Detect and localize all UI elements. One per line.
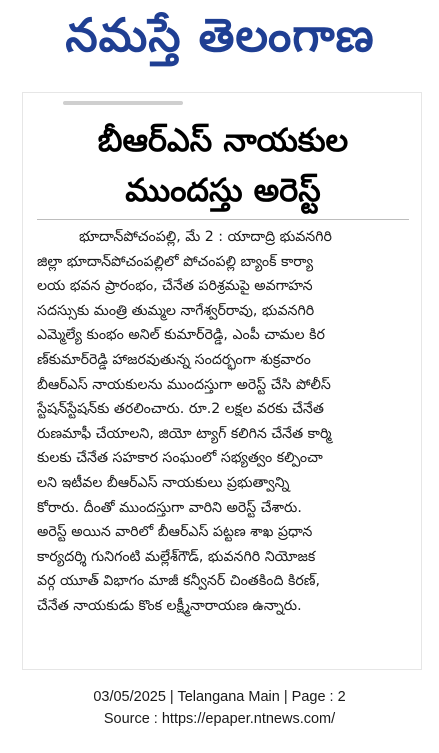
body-line: లయ భవన ప్రారంభం, చేనేత పరిశ్రమపై అవగాహన <box>37 278 313 295</box>
headline-line-1: బీఆర్ఎస్ నాయకుల <box>97 121 349 159</box>
body-line: చేనేత నాయకుడు కొంక లక్ష్మీనారాయణ ఉన్నారు. <box>37 597 302 614</box>
clipping-cut-strip <box>63 101 183 105</box>
article-clipping <box>22 92 422 670</box>
body-line: భూదాన్‌పోచంపల్లి, మే 2 : యాదాద్రి భువనగిరి <box>79 229 332 245</box>
footer-source-link[interactable]: Source : https://epaper.ntnews.com/ <box>103 711 336 727</box>
body-line: వర్గ యూత్ విభాగం మాజీ కన్వీనర్ చింతకింది కిరణ్, <box>37 573 321 590</box>
body-line: అరెస్ట్ అయిన వారిలో బీఆర్ఎస్ పట్టణ శాఖ ప్రధాన <box>37 524 313 541</box>
body-line: స్టేషన్‌స్టేషన్‌కు తరలించారు. రూ.2 లక్షల వరకు చేనేత <box>37 401 324 418</box>
body-line: రుణమాఫీ చేయాలని, జియో ట్యాగ్ కలిగిన చేనేత కార్మి <box>37 425 332 442</box>
article-headline <box>33 115 413 215</box>
footer-date-page: 03/05/2025 | Telangana Main | Page : 2 <box>93 689 346 705</box>
body-line: కోరారు. దీంతో ముందస్తుగా వారిని అరెస్ట్ చేశారు. <box>37 499 302 516</box>
body-line: జిల్లా భూదాన్‌పోచంపల్లిలో పోచంపల్లి బ్యాంక్ కార్యా <box>37 253 314 270</box>
headline-line-2: ముందస్తు అరెస్ట్ <box>125 171 321 209</box>
body-line: ణ్‌కుమార్‌రెడ్డి హాజరవుతున్న సందర్భంగా శుక్రవారం <box>37 351 311 368</box>
body-line: సదస్సుకు మంత్రి తుమ్మల నాగేశ్వర్‌రావు, భువనగిరి <box>37 302 315 319</box>
body-line: కార్యదర్శి గునిగంటి మల్లేశ్‌గౌడ్, భువనగిరి నియోజక <box>37 548 316 565</box>
newspaper-masthead <box>14 6 426 76</box>
body-line: లని ఇటీవల బీఆర్ఎస్ నాయకులు ప్రభుత్వాన్ని <box>37 474 290 491</box>
body-line: ఎమ్మెల్యే కుంభం అనిల్ కుమార్‌రెడ్డి, ఎంపీ చామల కిర <box>37 327 325 344</box>
source-footer <box>0 686 439 730</box>
body-line: కులకు చేనేత సహకార సంఘంలో సభ్యత్వం కల్పించా <box>37 450 323 467</box>
masthead-title: నమస్తే తెలంగాణ <box>65 8 375 62</box>
body-line: బీఆర్ఎస్ నాయకులను ముందస్తుగా అరెస్ట్ చేసి పోలీస్ <box>37 376 331 393</box>
article-body <box>37 225 409 619</box>
headline-divider <box>37 219 409 220</box>
